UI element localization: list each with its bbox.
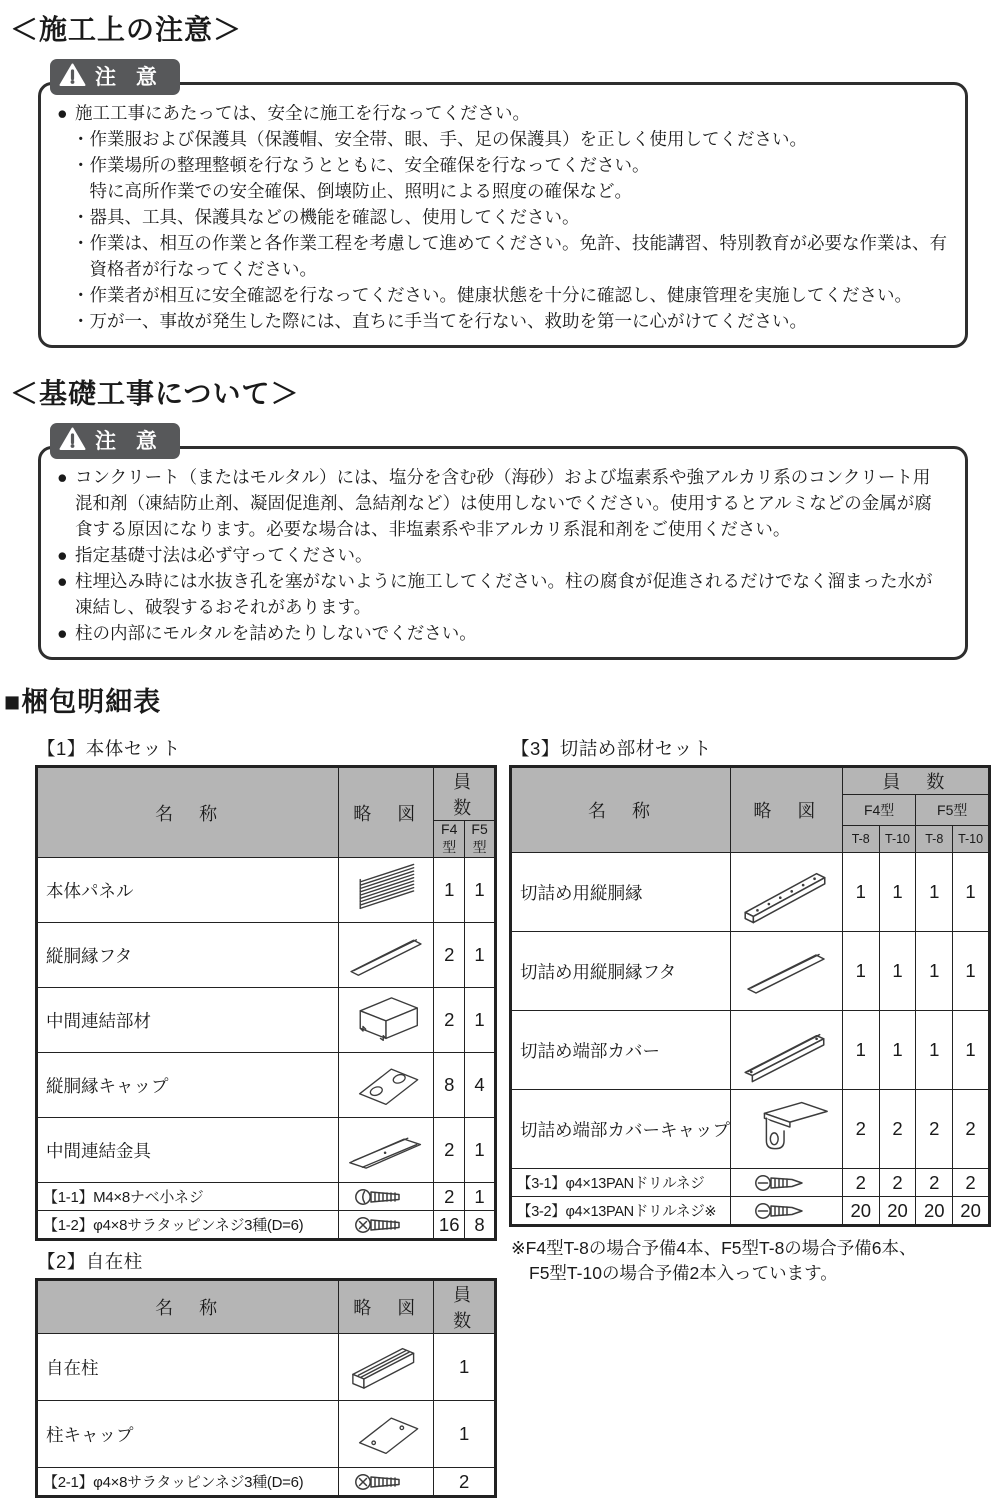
table-row	[37, 1053, 496, 1118]
bullet-marker: ・	[72, 311, 90, 331]
quantity-value: 16	[434, 1211, 465, 1240]
caution-text-line: 作業場所の整理整頓を行なうとともに、安全確保を行なってください。	[89, 155, 650, 175]
hook-cap-icon	[731, 1090, 843, 1169]
part-name: 【1-1】M4×8ナベ小ネジ	[37, 1183, 339, 1211]
table-cut-parts-set	[509, 765, 991, 1227]
part-name: 中間連結金具	[37, 1118, 339, 1183]
quantity-value: 20	[916, 1197, 953, 1226]
caution-text-line: 万が一、事故が発生した際には、直ちに手当てを行ない、救助を第一に心がけてください。	[89, 311, 807, 331]
col-header-f4: F4型	[842, 795, 916, 826]
caution-item	[57, 100, 947, 126]
quantity-value: 2	[434, 923, 465, 988]
caution-item	[57, 230, 947, 282]
bullet-marker: ・	[72, 129, 90, 149]
table-row	[511, 1197, 990, 1226]
quantity-value: 1	[916, 853, 953, 932]
quantity-value: 1	[434, 1401, 496, 1468]
quantity-value: 20	[953, 1197, 990, 1226]
flat-screw-icon	[339, 1468, 434, 1497]
bullet-marker: ●	[57, 545, 68, 565]
channel-icon	[339, 988, 434, 1053]
packing-column-right	[509, 727, 991, 1286]
quantity-value: 2	[842, 1169, 879, 1197]
caution-text-line: 作業服および保護具（保護帽、安全帯、眼、手、足の保護具）を正しく使用してください。	[89, 129, 807, 149]
quantity-value: 2	[434, 1183, 465, 1211]
col-header-qty: 員 数	[434, 1280, 496, 1334]
caution-text-line: 施工工事にあたっては、安全に施工を行なってください。	[75, 103, 530, 123]
caution-badge	[50, 423, 180, 459]
caution-item	[57, 204, 947, 230]
col-header-t8: T-8	[916, 826, 953, 853]
quantity-value: 20	[879, 1197, 916, 1226]
table-row	[511, 853, 990, 932]
quantity-value: 8	[434, 1053, 465, 1118]
drill-screw-icon	[731, 1169, 843, 1197]
part-name: 【2-1】φ4×8サラタッピンネジ3種(D=6)	[37, 1468, 339, 1497]
col-header-name: 名 称	[37, 767, 339, 858]
cap-plate-icon	[339, 1053, 434, 1118]
section-title-construction: ＜施工上の注意＞	[10, 14, 243, 45]
caution-text-line: 作業者が相互に安全確認を行なってください。健康状態を十分に確認し、健康管理を実施してください。	[89, 285, 912, 305]
quantity-value: 1	[879, 853, 916, 932]
caution-list-construction	[57, 100, 947, 334]
quantity-value: 1	[465, 923, 496, 988]
part-name: 縦胴縁フタ	[37, 923, 339, 988]
quantity-value: 1	[465, 1183, 496, 1211]
rail-holes-icon	[731, 853, 843, 932]
quantity-value: 1	[842, 932, 879, 1011]
quantity-value: 1	[953, 853, 990, 932]
bullet-marker: ●	[57, 467, 68, 487]
caution-box	[38, 446, 968, 660]
quantity-value: 2	[916, 1169, 953, 1197]
quantity-value: 4	[465, 1053, 496, 1118]
caution-item	[57, 282, 947, 308]
quantity-value: 1	[879, 932, 916, 1011]
quantity-value: 1	[465, 988, 496, 1053]
caution-item	[57, 464, 947, 542]
packing-list-title: ■梱包明細表	[4, 687, 162, 717]
table3-footnote	[509, 1236, 991, 1286]
col-header-sketch: 略 図	[731, 767, 843, 853]
caution-list-foundation	[57, 464, 947, 646]
quantity-value: 1	[842, 853, 879, 932]
part-name: 本体パネル	[37, 858, 339, 923]
packing-tables	[0, 727, 1000, 1498]
bullet-marker: ・	[72, 233, 90, 253]
table1-caption: 【1】本体セット	[37, 738, 181, 759]
table-row	[37, 1468, 496, 1497]
angle-strip-icon	[731, 1011, 843, 1090]
part-name: 切詰め端部カバー	[511, 1011, 731, 1090]
quantity-value: 1	[465, 1118, 496, 1183]
quantity-value: 1	[434, 1334, 496, 1401]
caution-text-line: 柱埋込み時には水抜き孔を塞がないように施工してください。柱の腐食が促進されるだけでなく溜まった水が凍結し、破裂するおそれがあります。	[75, 571, 933, 617]
caution-badge-label: 注 意	[95, 65, 164, 89]
part-name: 【3-2】φ4×13PANドリルネジ※	[511, 1197, 731, 1226]
caution-badge	[50, 59, 180, 95]
col-header-qty: 員 数	[434, 767, 496, 821]
part-name: 縦胴縁キャップ	[37, 1053, 339, 1118]
warning-triangle-icon	[59, 427, 86, 455]
quantity-value: 8	[465, 1211, 496, 1240]
caution-block-foundation	[38, 429, 968, 660]
post-icon	[339, 1334, 434, 1401]
caution-item	[57, 620, 947, 646]
strip-icon	[731, 932, 843, 1011]
table-body-set	[35, 765, 497, 1241]
quantity-value: 1	[434, 858, 465, 923]
quantity-value: 2	[953, 1169, 990, 1197]
quantity-value: 1	[465, 858, 496, 923]
pan-screw-icon	[339, 1183, 434, 1211]
col-header-f5: F5型	[465, 821, 496, 858]
quantity-value: 2	[434, 988, 465, 1053]
table-free-post	[35, 1278, 497, 1498]
table3-caption: 【3】切詰め部材セット	[511, 738, 712, 759]
col-header-qty: 員 数	[842, 767, 989, 795]
table-row	[37, 988, 496, 1053]
bullet-marker: ●	[57, 103, 68, 123]
caution-item	[57, 126, 947, 152]
part-name: 【3-1】φ4×13PANドリルネジ	[511, 1169, 731, 1197]
caution-text-line: 指定基礎寸法は必ず守ってください。	[75, 545, 373, 565]
quantity-value: 1	[916, 932, 953, 1011]
caution-text-line: 作業は、相互の作業と各作業工程を考慮して進めてください。免許、技能講習、特別教育が必要な作業は、有資格者が行なってください。	[89, 233, 947, 279]
quantity-value: 2	[434, 1118, 465, 1183]
quantity-value: 1	[953, 1011, 990, 1090]
part-name: 切詰め用縦胴縁フタ	[511, 932, 731, 1011]
table2-caption: 【2】自在柱	[37, 1251, 143, 1272]
col-header-t8: T-8	[842, 826, 879, 853]
table-row	[37, 1334, 496, 1401]
quantity-value: 2	[879, 1090, 916, 1169]
flat-bracket-icon	[339, 1118, 434, 1183]
table-row	[511, 1011, 990, 1090]
bullet-marker: ●	[57, 623, 68, 643]
flat-screw-icon	[339, 1211, 434, 1240]
part-name: 切詰め用縦胴縁	[511, 853, 731, 932]
caution-text-line: 柱の内部にモルタルを詰めたりしないでください。	[75, 623, 477, 643]
table-row	[37, 923, 496, 988]
caution-item	[57, 568, 947, 620]
quantity-value: 2	[879, 1169, 916, 1197]
part-name: 中間連結部材	[37, 988, 339, 1053]
part-name: 切詰め端部カバーキャップ	[511, 1090, 731, 1169]
table-row	[37, 1401, 496, 1468]
caution-item	[57, 542, 947, 568]
caution-text-line: コンクリート（またはモルタル）には、塩分を含む砂（海砂）および塩素系や強アルカリ系のコンクリート用混和剤（凍結防止剤、凝固促進剤、急結剤など）は使用しないでください。使用するとアルミなどの金属が腐食する原因になります。必要な場合は、非塩素系や非アルカリ系混和剤をご使用ください。	[75, 467, 932, 539]
bullet-marker: ●	[57, 571, 68, 591]
caution-box	[38, 82, 968, 348]
bullet-marker: ・	[72, 155, 90, 175]
quantity-value: 2	[953, 1090, 990, 1169]
col-header-sketch: 略 図	[339, 1280, 434, 1334]
caution-item	[57, 308, 947, 334]
col-header-t10: T-10	[953, 826, 990, 853]
caution-badge-label: 注 意	[95, 429, 164, 453]
quantity-value: 1	[879, 1011, 916, 1090]
warning-triangle-icon	[59, 63, 86, 91]
caution-item	[57, 152, 947, 204]
strip-icon	[339, 923, 434, 988]
table-row	[37, 1183, 496, 1211]
part-name: 自在柱	[37, 1334, 339, 1401]
quantity-value: 2	[916, 1090, 953, 1169]
drill-screw-icon	[731, 1197, 843, 1226]
bullet-marker: ・	[72, 207, 90, 227]
col-header-sketch: 略 図	[339, 767, 434, 858]
part-name: 柱キャップ	[37, 1401, 339, 1468]
part-name: 【1-2】φ4×8サラタッピンネジ3種(D=6)	[37, 1211, 339, 1240]
col-header-f4: F4型	[434, 821, 465, 858]
table-row	[511, 1090, 990, 1169]
table-row	[37, 1118, 496, 1183]
quantity-value: 1	[842, 1011, 879, 1090]
table-row	[511, 932, 990, 1011]
panel-stack-icon	[339, 858, 434, 923]
quantity-value: 20	[842, 1197, 879, 1226]
table-row	[511, 1169, 990, 1197]
col-header-name: 名 称	[511, 767, 731, 853]
quantity-value: 1	[916, 1011, 953, 1090]
caution-text-line: 器具、工具、保護具などの機能を確認し、使用してください。	[89, 207, 580, 227]
section-title-foundation: ＜基礎工事について＞	[10, 378, 300, 409]
quantity-value: 2	[434, 1468, 496, 1497]
col-header-t10: T-10	[879, 826, 916, 853]
footnote-line: F5型T-10の場合予備2本入っています。	[529, 1263, 838, 1283]
bullet-marker: ・	[72, 285, 90, 305]
caution-block-construction	[38, 65, 968, 348]
footnote-line: ※F4型T-8の場合予備4本、F5型T-8の場合予備6本、	[511, 1238, 917, 1258]
quantity-value: 2	[842, 1090, 879, 1169]
table-row	[37, 1211, 496, 1240]
col-header-f5: F5型	[916, 795, 990, 826]
packing-column-left	[35, 727, 497, 1498]
quantity-value: 1	[953, 932, 990, 1011]
caution-text-line: 特に高所作業での安全確保、倒壊防止、照明による照度の確保など。	[89, 181, 632, 201]
col-header-name: 名 称	[37, 1280, 339, 1334]
post-cap-icon	[339, 1401, 434, 1468]
table-row	[37, 858, 496, 923]
